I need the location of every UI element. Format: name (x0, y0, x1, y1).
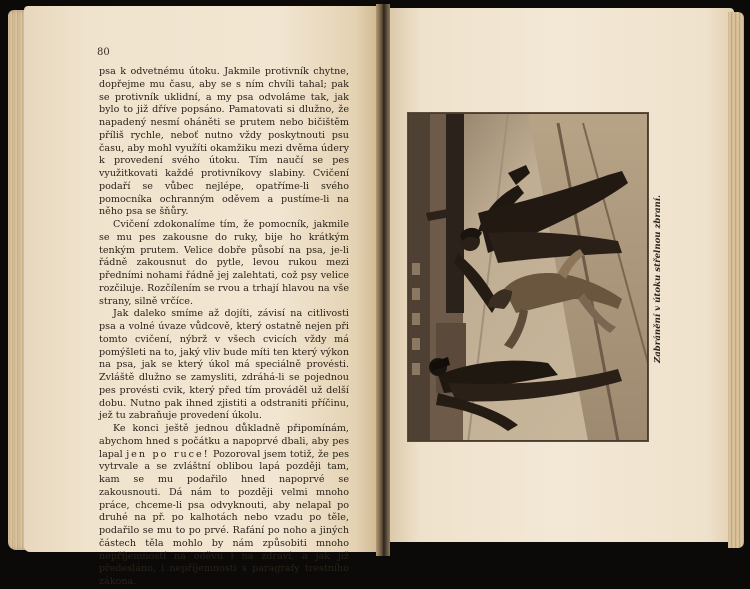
right-page-edges (728, 12, 744, 548)
paragraph-4-start: Ke konci ještě jednou důkladně připomínám, abychom hned s počátku a napoprvé dbali, aby pes lapal (99, 423, 349, 460)
emphasis-only-by-hand: jen po ruce! (126, 448, 210, 460)
page-number: 80 (97, 47, 110, 58)
paragraph-2: Cvičení zdokonalíme tím, že pomocník, jakmile se mu pes zakousne do ruky, bije ho krátkým tenkým prutem. Velice dobře působí na psa, je-li řádně zakousnut do pytle, levou rukou mezi předními nohami řádně jej zalehtati, což psy velice rozčiluje. Rozčílením se rvou a trhají hlavou na vše strany, silně vrčíce. (99, 219, 349, 307)
photo-dog-attack-icon (408, 113, 648, 441)
photo-caption (651, 194, 665, 364)
paragraph-3: Jak daleko smíme až dojíti, závisí na citlivosti psa a volné úvaze vůdcově, který ostatně nejen při tomto cvičení, nýbrž v všech cvicích vždy má pomýšleti na to, jaký vliv bude míti ten který výkon na psa, jak se který úkol má speciálně provésti. Zvláště dlužno se zamysliti, zdráhá-li se pojednou pes provésti cvik, který před tím prováděl už delší dobu. Nutno pak ihned zjistiti a odstraniti příčinu, jež tu zabraňuje provedení úkolu. (99, 308, 349, 422)
paragraph-4-end: Pozoroval jsem totiž, že pes vytrvale a se zvláštní oblibou lapá později tam, kam se mu podařilo hned napoprvé se zakousnouti. Dá nám to později velmi mnoho práce, chceme-li psa odvyknouti, aby nelapal po druhé na př. po kalhotách nebo vzadu po těle, podařilo se mu to po prvé. Rafání po noho a jiných částech těla mohlo by nám způsobiti mnoho nepříjemností na oděvu i na zdraví, a jak již předesláno, i nepříjemnosti s paragrafy trestního zákona. (99, 448, 349, 587)
book-gutter (376, 4, 390, 556)
left-page-text (99, 66, 349, 589)
paragraph-4 (99, 423, 349, 589)
paragraph-1: psa k odvetnému útoku. Jakmile protivník chytne, dopřejme mu času, aby se s ním chvíli tahal; pak se protivník uklidní, a my psa odvoláme tak, jak bylo to již dříve popsáno. Pamatovati si dlužno, že napadený nesmí oháněti se prutem nebo bičištěm příliš rychle, neboť nutno vždy poskytnouti psu času, aby mohl využíti okamžiku mezi dvěma údery k provedení svého útoku. Tím naučí se pes využitkovati každé protivníkovy slabiny. Cvičení podaří se vůbec nejlépe, opatříme-li svého pomocníka ochranným oděvem a pustíme-li na něho psa se šňůry. (99, 66, 349, 218)
photo-caption-text: Zabránění v útoku střelnou zbraní. (653, 194, 663, 364)
photo-plate (408, 113, 648, 441)
